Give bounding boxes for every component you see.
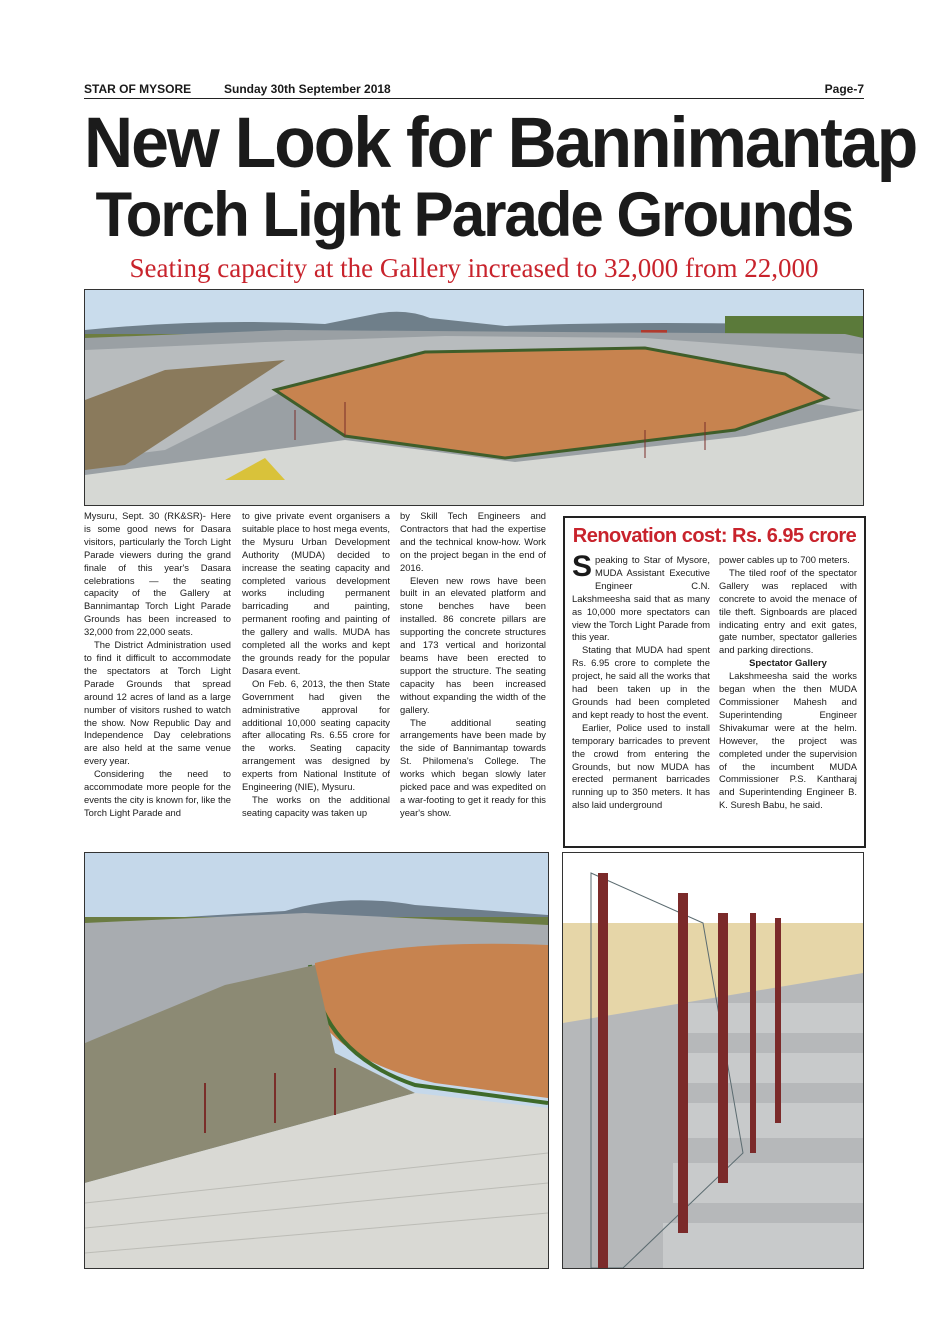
- paragraph: The tiled roof of the spectator Gallery was replaced with concrete to avoid the menace of tile theft. Signboards are placed indicating entry and exit gates, gate number, spectator galleries and parking directions.: [719, 566, 857, 656]
- subheadline: Seating capacity at the Gallery increased to 32,000 from 22,000: [129, 253, 819, 283]
- paragraph: Considering the need to accommodate more people for the events the city is known for, like the Torch Light Parade and: [84, 768, 231, 818]
- paragraph: Lakshmeesha said the works began when the then MUDA Commissioner Mahesh and Superintending Engineer Shivakumar were at the helm. However, the project was completed under the supervision of the incumbent MUDA Commissioner P.S. Kantharaj and Superintending Engineer B. K. Suresh Babu, he said.: [719, 670, 857, 811]
- renovation-cost-box: [563, 516, 866, 848]
- box-title: Renovation cost: Rs. 6.95 crore: [572, 525, 857, 547]
- paragraph: The works on the additional seating capacity was taken up: [242, 793, 390, 818]
- gallery-seating-photo: [84, 852, 549, 1269]
- paragraph: The additional seating arrangements have been made by the side of Bannimantap towards St. Philomena's College. The works which began slowly later picked pace and was expedited on a war-footing to get it ready for this year's show.: [400, 716, 546, 818]
- page-number: Page-7: [824, 82, 864, 96]
- paragraph: by Skill Tech Engineers and Contractors that had the expertise and the technical know-how. Work on the project began in the end of 2016.: [400, 510, 546, 573]
- issue-date: Sunday 30th September 2018: [224, 82, 391, 96]
- paragraph: to give private event organisers a suitable place to host mega events, the Mysuru Urban Development Authority (MUDA) decided to increase the seating capacity and completed various development works including permanent barricading and painting, permanent roofing and painting of the gallery and walls. MUDA has completed all the works and kept the grounds ready for the popular Dasara event.: [242, 510, 390, 676]
- box-column-2: [719, 554, 857, 812]
- headline-line-2: Torch Light Parade Grounds: [95, 179, 853, 250]
- article-column-2: [242, 510, 390, 820]
- paragraph: Earlier, Police used to install temporary barricades to prevent the crowd from entering the Grounds, but now MUDA has erected permanent barricades running up to 350 meters. It has also laid underground: [572, 721, 710, 811]
- article-column-1: [84, 510, 231, 820]
- paper-name: STAR OF MYSORE: [84, 82, 192, 96]
- paragraph: Speaking to Star of Mysore, MUDA Assistant Executive Engineer C.N. Lakshmeesha said that as many as 10,000 more spectators can view the Torch Light Parade from this year.: [572, 550, 710, 643]
- headline-line-1: New Look for Bannimantap: [84, 103, 917, 183]
- paragraph: Stating that MUDA had spent Rs. 6.95 crore to complete the project, he said all the works that had been taken up in the Grounds had been completed and kept ready to host the event.: [572, 644, 710, 720]
- paragraph: Eleven new rows have been built in an elevated platform and stone benches have been installed. 86 concrete pillars are supporting the concrete structures and 173 vertical and horizontal beams have been erected to support the structure. The seating capacity has been increased without expanding the width of the gallery.: [400, 574, 546, 715]
- paragraph: On Feb. 6, 2013, the then State Government had given the administrative approval for additional 10,000 seating capacity after allocating Rs. 6.55 crore for the works. Seating capacity arrangement was designed by experts from National Institute of Engineering (NIE), Mysuru.: [242, 677, 390, 793]
- article-column-3: [400, 510, 546, 820]
- masthead: [84, 81, 864, 99]
- subheading: Spectator Gallery: [749, 657, 827, 669]
- paragraph: The District Administration used to find it difficult to accommodate the spectators at Torch Light Parade Grounds that spread around 12 acres of land as a large number of visitors rushed to watch the show. Now Republic Day and Independence Day celebrations are also held at the same venue every year.: [84, 639, 231, 767]
- paragraph: power cables up to 700 meters.: [719, 554, 850, 565]
- stadium-panorama-photo: [84, 289, 864, 506]
- box-column-1: [572, 550, 710, 812]
- paragraph: Mysuru, Sept. 30 (RK&SR)- Here is some good news for Dasara visitors, particularly the Torch Light Parade viewers during the grand finale of this year's Dasara celebrations — the seating capacity of the Gallery at Bannimantap Torch Light Parade Grounds has been increased to 32,000 from 22,000 seats.: [84, 510, 231, 638]
- barricade-fence-photo: [562, 852, 864, 1269]
- drop-cap: S: [572, 550, 593, 583]
